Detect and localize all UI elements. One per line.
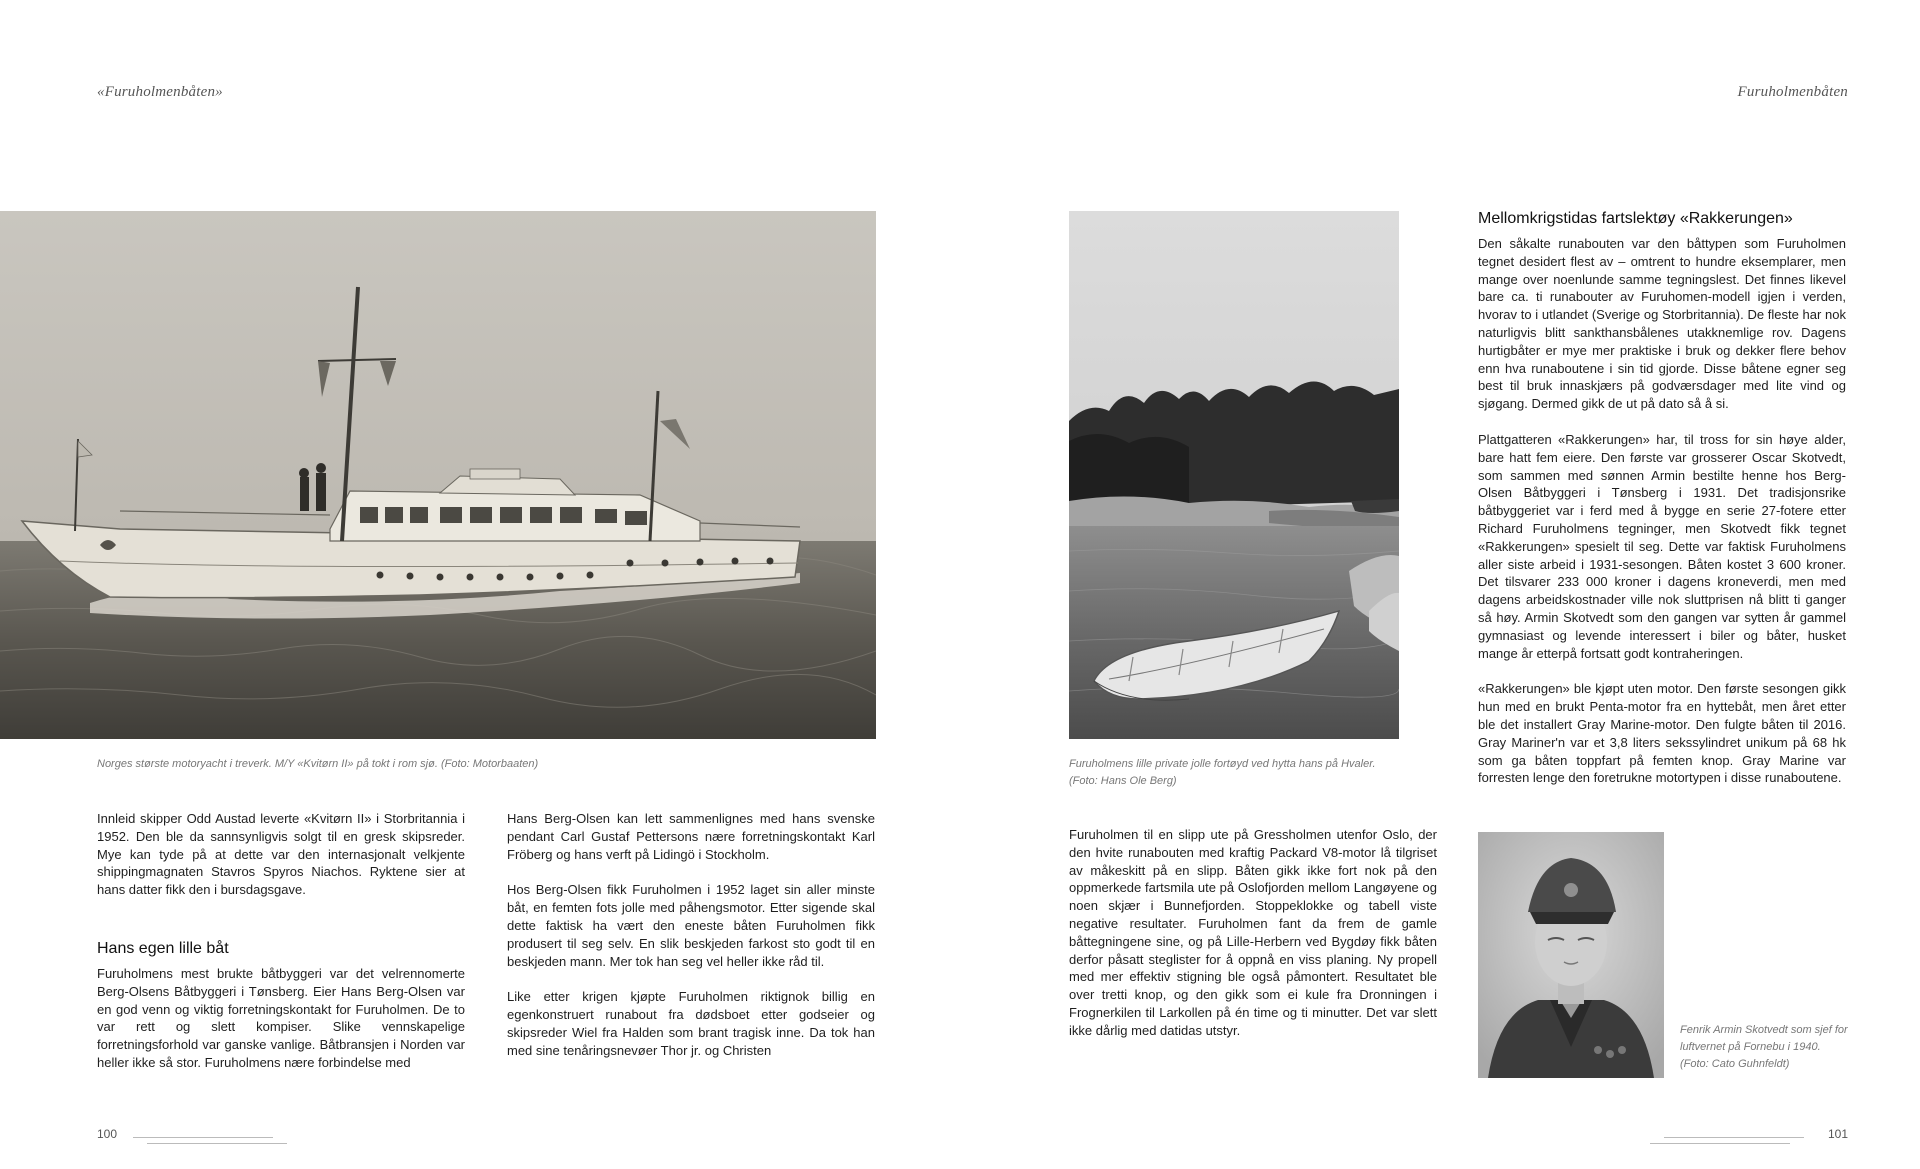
dinghy-photo	[1069, 211, 1399, 739]
left-col1-para1: Innleid skipper Odd Austad leverte «Kvitørn II» i Storbritannia i 1952. Den ble da sannsynligvis solgt til en gresk skipsreder. Mye kan tyde på at dette var den internasjonalt velkjente shippingmagnaten Stavros Spyros Niachos. Ryktene sier at hans datter fikk den i bursdagsgave.	[97, 811, 465, 898]
left-column-1	[97, 810, 465, 1090]
page-number-right: 101	[1827, 1127, 1848, 1141]
running-head-left: «Furuholmenbåten»	[97, 84, 223, 100]
footer-rule-left-2	[147, 1143, 287, 1144]
dinghy-photo-illustration	[1069, 211, 1399, 739]
left-col2-para1: Hans Berg-Olsen kan lett sammenlignes med hans svenske pendant Carl Gustaf Pettersons nære forretningskontakt Karl Fröberg og hans verft på Lidingö i Stockholm.	[507, 811, 875, 862]
right-page	[960, 0, 1920, 1169]
right-col2-para1: Den såkalte runabouten var den båttypen som Furuholmen tegnet desidert flest av – omtrent to hundre eksemplarer, men mange over noenlunde samme tegningslest. Det finnes likevel bare ca. ti runabouter av Furuhomen-modell igjen i verden, hvorav to i utlandet (Sverige og Storbritannia). De fleste har nok naturligvis blitt sankthansbålenes utakknemlige rov. Dagens hurtigbåter er mye mer praktiske i bruk og dekker flere behov enn hva runaboutene i sin tid gjorde. Disse båtene egner seg best til bruk innaskjærs på godværsdager med lite vind og sjøgang. Dermed gikk de ut på dato så å si.	[1478, 236, 1846, 412]
yacht-photo-illustration	[0, 211, 876, 739]
section-heading-hans-egen: Hans egen lille båt	[97, 939, 229, 957]
right-col1-para1: Furuholmen til en slipp ute på Gressholmen utenfor Oslo, der den hvite runabouten med kraftig Packard V8-motor lå tilgriset av måkeskitt på en slipp. Båten gikk ikke fort nok på den oppmerkede fartsmila ute på Oslofjorden mellom Langøyene og noen skjær i Bunnefjorden. Stoppeklokke og tabell viste negative resultater. Furuholmen fant da frem de gamle båttegningene sine, og på Lille-Herbern ved Bygdøy fikk båten derfor påsatt steglister for å oppnå en viss planing. Ny propell med mer effektiv stigning ble også påmontert. Resultatet ble over tretti knop, og den gikk som ei kule fra Dronningen i Frognerkilen til Larkollen på én time og ti minutter. Det var slett ikke dårlig med datidas utstyr.	[1069, 827, 1437, 1038]
portrait-caption: Fenrik Armin Skotvedt som sjef for luftvernet på Fornebu i 1940. (Foto: Cato Guhnfeldt)	[1680, 1024, 1848, 1070]
portrait-photo	[1478, 832, 1664, 1078]
right-col2-para2: Plattgatteren «Rakkerungen» har, til tross for sin høye alder, bare hatt fem eiere. Den første var grosserer Oscar Skotvedt, som sammen med sønnen Armin bestilte henne hos Berg-Olsen Båtbyggeri i Tønsberg i 1931. Det tradisjonsrike båtbyggeriet var i ferd med å bygge en serie 27-fotere etter Richard Furuholmens tegninger, men Skotvedt fikk tegnet «Rakkerungen» spesielt til seg. Dette var faktisk Furuholmens aller siste arbeid i 1931-sesongen. Båten kostet 3 600 kroner. Det tilsvarer 233 000 kroner i dagens kroneverdi, men med dagens arbeidskostnader ville nok sluttprisen nå blitt ti ganger så høy. Armin Skotvedt som den gangen var sytten år gammel gymnasiast og levende interessert i biler og båter, husket mange år etterpå fortsatt godt kontraheringen.	[1478, 431, 1846, 661]
footer-rule-right-2	[1650, 1143, 1790, 1144]
left-col2-para3: Like etter krigen kjøpte Furuholmen riktignok billig en egenkonstruert runabout fra dødsboet etter godseier og skipsreder Wiel fra Halden som brant tragisk inne. Da tok han med sine tenåringsnevøer Thor jr. og Christen	[507, 989, 875, 1058]
left-column-2	[507, 810, 875, 1078]
left-col2-para2: Hos Berg-Olsen fikk Furuholmen i 1952 laget sin aller minste båt, en femten fots jolle med påhengsmotor. Etter sigende skal dette faktisk ha vært den eneste båten Furuholmen fikk produsert til seg selv. En slik beskjeden farkost sto godt til en beskjeden mann. Mer tok han seg vel heller ikke råd til.	[507, 882, 875, 969]
left-col1-para2: Furuholmens mest brukte båtbyggeri var det velrennomerte Berg-Olsens Båtbyggeri i Tønsberg. Eier Hans Berg-Olsen var en god venn og viktig forretningskontakt for Furuholmen. De to var rett og slett kompiser. Slike vennskapelige forretningsforhold var ganske vanlige. Båtbransjen i Norden var heller ikke så stor. Furuholmens nære forbindelse med	[97, 965, 465, 1070]
yacht-photo	[0, 211, 876, 739]
page-number-left: 100	[97, 1127, 118, 1141]
portrait-photo-illustration	[1478, 832, 1664, 1078]
right-column-1	[1069, 826, 1437, 1058]
dinghy-photo-caption: Furuholmens lille private jolle fortøyd ved hytta hans på Hvaler. (Foto: Hans Ole Berg)	[1069, 758, 1376, 787]
running-head-right: Furuholmenbåten	[1737, 84, 1848, 100]
footer-rule-left-1	[133, 1137, 273, 1138]
right-col2-para3: «Rakkerungen» ble kjøpt uten motor. Den første sesongen gikk hun med en brukt Penta-motor fra en hyttebåt, men året etter ble det installert Gray Marine-motor. Den fulgte båten til 2016. Gray Mariner'n var et 3,8 liters sekssylindret unikum på 68 hk som ga båten toppfart på femten knop. Gray Marine var forresten lenge den foretrukne motortypen i disse runaboutene.	[1478, 681, 1846, 786]
section-heading-rakkerungen: Mellomkrigstidas fartslektøy «Rakkerungen»	[1478, 210, 1793, 227]
footer-rule-right-1	[1664, 1137, 1804, 1138]
right-column-2	[1478, 209, 1846, 805]
yacht-photo-caption: Norges største motoryacht i treverk. M/Y «Kvitørn II» på tokt i rom sjø. (Foto: Motorbaaten)	[97, 758, 539, 770]
